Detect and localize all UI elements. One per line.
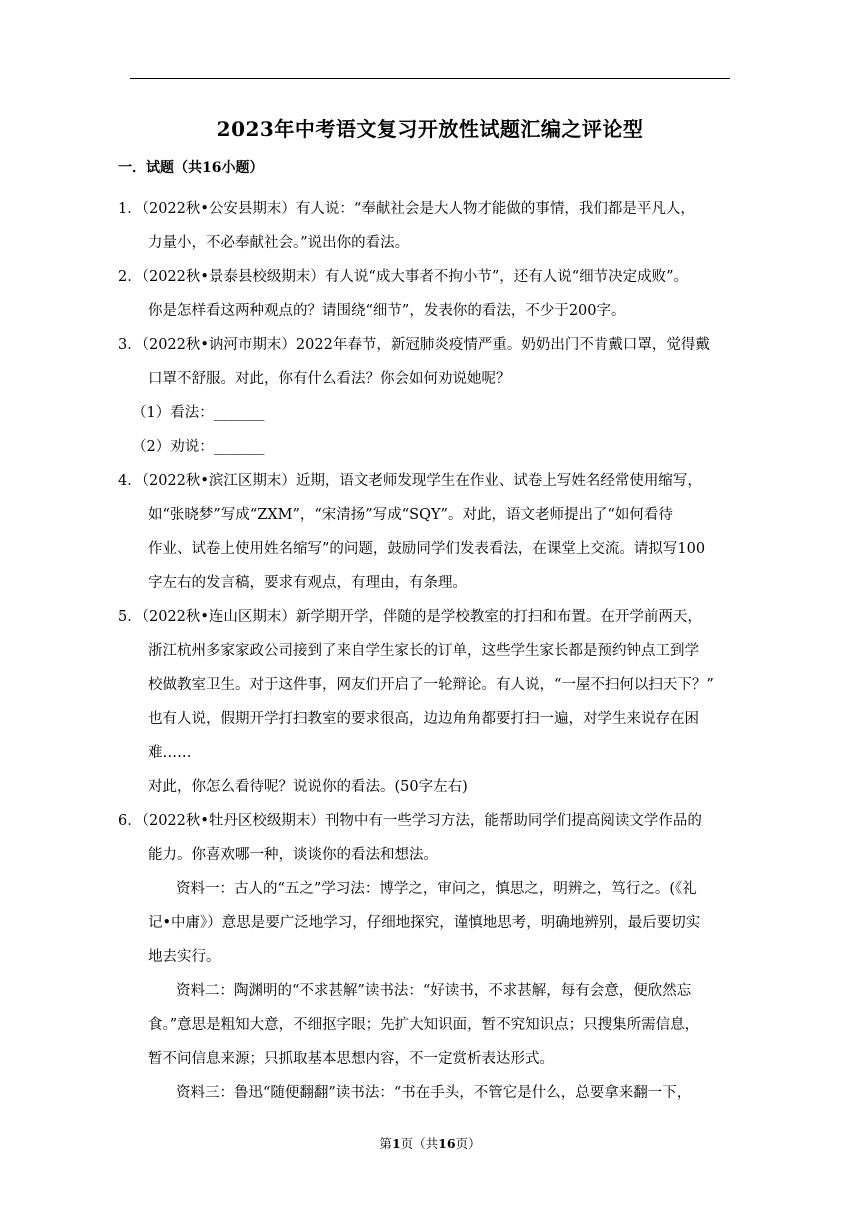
material-line: 资料二：陶渊明的“不求甚解”读书法：“好读书，不求甚解，每有会意，便欣然忘 xyxy=(176,983,692,999)
question-line: 难…… xyxy=(148,745,192,761)
question-line: 也有人说，假期开学打扫教室的要求很高，边边角角都要打扫一遍，对学生来说存在困 xyxy=(148,711,699,727)
page-footer xyxy=(0,1134,860,1152)
question-line: 4．（2022秋•滨江区期末）近期，语文老师发现学生在作业、试卷上写姓名经常使用缩写， xyxy=(118,473,702,489)
question-line: 对此，你怎么看待呢？说说你的看法。(50字左右) xyxy=(148,779,468,795)
question-line: 作业、试卷上使用姓名缩写”的问题，鼓励同学们发表看法，在课堂上交流。请拟写100 xyxy=(148,541,706,557)
question-line: 1．（2022秋•公安县期末）有人说：“奉献社会是大人物才能做的事情，我们都是平凡人， xyxy=(118,201,695,217)
question-line: 浙江杭州多家家政公司接到了来自学生家长的订单，这些学生家长都是预约钟点工到学 xyxy=(148,643,699,659)
question-line: 能力。你喜欢哪一种，谈谈你的看法和想法。 xyxy=(148,847,438,863)
question-2 xyxy=(118,260,738,328)
material-line: 暂不问信息来源；只抓取基本思想内容，不一定赏析表达形式。 xyxy=(148,1051,554,1067)
question-line: 2．（2022秋•景泰县校级期末）有人说“成大事者不拘小节”，还有人说“细节决定成败”。 xyxy=(118,269,689,285)
material-line: 记•中庸》）意思是要广泛地学习，仔细地探究，谨慎地思考，明确地辨别，最后要切实 xyxy=(148,915,701,931)
material-line: 资料三：鲁迅“随便翻翻”读书法：“书在手头，不管它是什么，总要拿来翻一下， xyxy=(176,1085,692,1101)
footer-mid: 页（共 xyxy=(400,1136,439,1151)
question-line: 3．（2022秋•讷河市期末）2022年春节，新冠肺炎疫情严重。奶奶出门不肯戴口罩，觉得戴 xyxy=(118,337,710,353)
footer-suffix: 页） xyxy=(455,1136,481,1151)
question-line: 如“张晓梦”写成“ZXM”，“宋清扬”写成“SQY”。对此，语文老师提出了“如何看待 xyxy=(148,507,673,523)
material-line: 食。”意思是粗知大意，不细抠字眼；先扩大知识面，暂不究知识点；只搜集所需信息， xyxy=(148,1017,700,1033)
material-line: 地去实行。 xyxy=(148,949,221,965)
section-heading: 一．试题（共16小题） xyxy=(118,160,264,176)
page-number: 1 xyxy=(391,1136,401,1151)
question-line: 5．（2022秋•连山区期末）新学期开学，伴随的是学校教室的打扫和布置。在开学前两天， xyxy=(118,609,702,625)
question-line: 力量小，不必奉献社会。”说出你的看法。 xyxy=(148,235,410,251)
question-line: 字左右的发言稿，要求有观点，有理由，有条理。 xyxy=(148,575,467,591)
document-body xyxy=(118,158,738,1110)
question-3 xyxy=(118,328,738,464)
document-title: 2023年中考语文复习开放性试题汇编之评论型 xyxy=(216,117,644,141)
question-line: 校做教室卫生。对于这件事，网友们开启了一轮辩论。有人说，“一屋不扫何以扫天下？” xyxy=(148,677,714,693)
sub-question: （2）劝说：_______ xyxy=(132,439,265,455)
question-5 xyxy=(118,600,738,804)
question-line: 口罩不舒服。对此，你有什么看法？你会如何劝说她呢？ xyxy=(148,371,511,387)
sub-question: （1）看法：_______ xyxy=(132,405,265,421)
page-total: 16 xyxy=(438,1136,456,1151)
material-line: 资料一：古人的“五之”学习法：博学之，审问之，慎思之，明辨之，笃行之。(《礼 xyxy=(176,881,697,897)
question-1 xyxy=(118,192,738,260)
question-line: 你是怎样看这两种观点的？请围绕“细节”，发表你的看法，不少于200字。 xyxy=(148,303,626,319)
question-line: 6．（2022秋•牡丹区校级期末）刊物中有一些学习方法，能帮助同学们提高阅读文学作品的 xyxy=(118,813,702,829)
footer-prefix: 第 xyxy=(379,1136,392,1151)
question-4 xyxy=(118,464,738,600)
question-6 xyxy=(118,804,738,1110)
header-rule xyxy=(130,78,730,79)
